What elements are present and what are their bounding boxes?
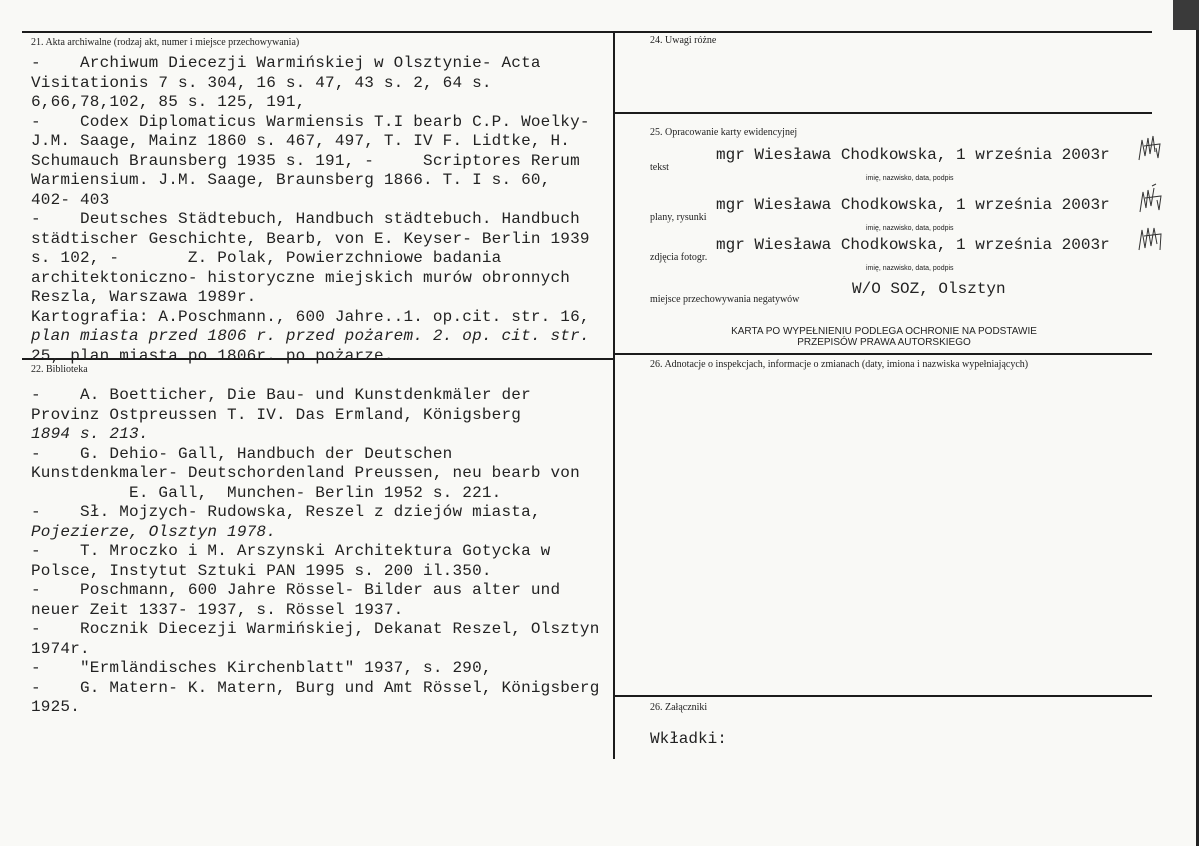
signature-3 <box>1136 220 1164 254</box>
section-26-attachments-label: 26. Załączniki <box>650 702 708 713</box>
attachments-value: Wkładki: <box>650 730 727 748</box>
notice-line-2: PRZEPISÓW PRAWA AUTORSKIEGO <box>797 337 971 348</box>
s21-line: - Archiwum Diecezji Warmińskiej w Olsztynie- Acta <box>31 54 541 72</box>
section-21-text <box>31 54 590 366</box>
s22-line: neuer Zeit 1337- 1937, s. Rössel 1937. <box>31 600 404 619</box>
s22-line: Polsce, Instytut Sztuki PAN 1995 s. 200 il.350. <box>31 561 492 580</box>
s21-line: architektoniczno- historyczne miejskich murów obronnych <box>31 268 571 287</box>
s21-line: s. 102, - Z. Polak, Powierzchniowe badania <box>31 249 502 267</box>
s21-line: Reszla, Warszawa 1989r. <box>31 288 257 306</box>
s22-line: - Sł. Mojzych- Rudowska, Reszel z dziejów miasta, <box>31 503 541 521</box>
s22-line: 1974r. <box>31 639 90 658</box>
rule-24-25 <box>614 112 1152 114</box>
s21-line: Visitationis 7 s. 304, 16 s. 47, 43 s. 2, 64 s. <box>31 73 492 92</box>
s21-line: 25, plan miasta po 1806r. po pożarze. <box>31 346 394 365</box>
page-corner <box>1173 0 1199 30</box>
s21-line: Warmiensium. J.M. Saage, Braunsberg 1866. T. I s. 60, <box>31 171 551 189</box>
s22-line: E. Gall, Munchen- Berlin 1952 s. 221. <box>31 483 502 502</box>
negatives-value: W/O SOZ, Olsztyn <box>852 280 1006 298</box>
top-rule <box>22 31 1152 33</box>
row-plans-label: plany, rysunki <box>650 212 707 223</box>
negatives-label: miejsce przechowywania negatywów <box>650 294 800 305</box>
s22-line: Kunstdenkmaler- Deutschordenland Preussen, neu bearb von <box>31 464 580 482</box>
s22-line: 1925. <box>31 698 81 716</box>
s21-line: - Codex Diplomaticus Warmiensis T.I bearb C.P. Woelky- <box>31 112 590 131</box>
s21-line: Kartografia: A.Poschmann., 600 Jahre..1. op.cit. str. 16, <box>31 307 590 326</box>
s22-line: - A. Boetticher, Die Bau- und Kunstdenkmäler der <box>31 386 531 404</box>
column-divider <box>613 31 615 759</box>
section-26-annotations-label: 26. Adnotacje o inspekcjach, informacje o zmianach (daty, imiona i nazwiska wypełniających) <box>650 359 1029 370</box>
s21-line: 402- 403 <box>31 190 110 209</box>
row-plans-caption: imię, nazwisko, data, podpis <box>866 225 954 232</box>
s22-line: - G. Matern- K. Matern, Burg und Amt Rössel, Königsberg <box>31 678 600 697</box>
row-photos-label: zdjęcia fotogr. <box>650 252 708 263</box>
row-text-caption: imię, nazwisko, data, podpis <box>866 175 954 182</box>
section-22-text <box>31 386 600 718</box>
s22-line: 1894 s. 213. <box>31 425 149 443</box>
row-photos-value: mgr Wiesława Chodkowska, 1 września 2003r <box>716 236 1110 254</box>
rule-25-26 <box>614 353 1152 355</box>
s21-line: städtischer Geschichte, Bearb, von E. Keyser- Berlin 1939 <box>31 229 590 248</box>
copyright-notice <box>674 326 1094 348</box>
signature-1 <box>1136 132 1164 166</box>
row-plans-value: mgr Wiesława Chodkowska, 1 września 2003r <box>716 196 1110 214</box>
s22-line: - G. Dehio- Gall, Handbuch der Deutschen <box>31 444 453 463</box>
section-25-label: 25. Opracowanie karty ewidencyjnej <box>650 127 798 138</box>
row-photos-caption: imię, nazwisko, data, podpis <box>866 265 954 272</box>
s21-line: 6,66,78,102, 85 s. 125, 191, <box>31 93 306 111</box>
s22-line: Provinz Ostpreussen T. IV. Das Ermland, Königsberg <box>31 405 522 424</box>
s22-line: - Rocznik Diecezji Warmińskiej, Dekanat Reszel, Olsztyn <box>31 620 600 638</box>
rule-26-annex <box>614 695 1152 697</box>
s22-line: - Poschmann, 600 Jahre Rössel- Bilder aus alter und <box>31 581 561 599</box>
row-text-value: mgr Wiesława Chodkowska, 1 września 2003r <box>716 146 1110 164</box>
row-text-label: tekst <box>650 162 669 173</box>
signature-2 <box>1136 182 1164 216</box>
s22-line: - T. Mroczko i M. Arszynski Architektura Gotycka w <box>31 542 551 560</box>
s21-line: Schumauch Braunsberg 1935 s. 191, - Scriptores Rerum <box>31 151 580 170</box>
section-21-label: 21. Akta archiwalne (rodzaj akt, numer i miejsce przechowywania) <box>31 37 300 48</box>
section-22-label: 22. Biblioteka <box>31 364 88 375</box>
s22-line: Pojezierze, Olsztyn 1978. <box>31 522 277 541</box>
section-24-label: 24. Uwagi różne <box>650 35 717 46</box>
s21-line: plan miasta przed 1806 r. przed pożarem. 2. op. cit. str. <box>31 327 590 345</box>
s22-line: - "Ermländisches Kirchenblatt" 1937, s. 290, <box>31 659 492 677</box>
notice-line-1: KARTA PO WYPEŁNIENIU PODLEGA OCHRONIE NA PODSTAWIE <box>731 326 1037 337</box>
s21-line: - Deutsches Städtebuch, Handbuch städtebuch. Handbuch <box>31 210 580 228</box>
s21-line: J.M. Saage, Mainz 1860 s. 467, 497, T. IV F. Lidtke, H. <box>31 132 571 150</box>
